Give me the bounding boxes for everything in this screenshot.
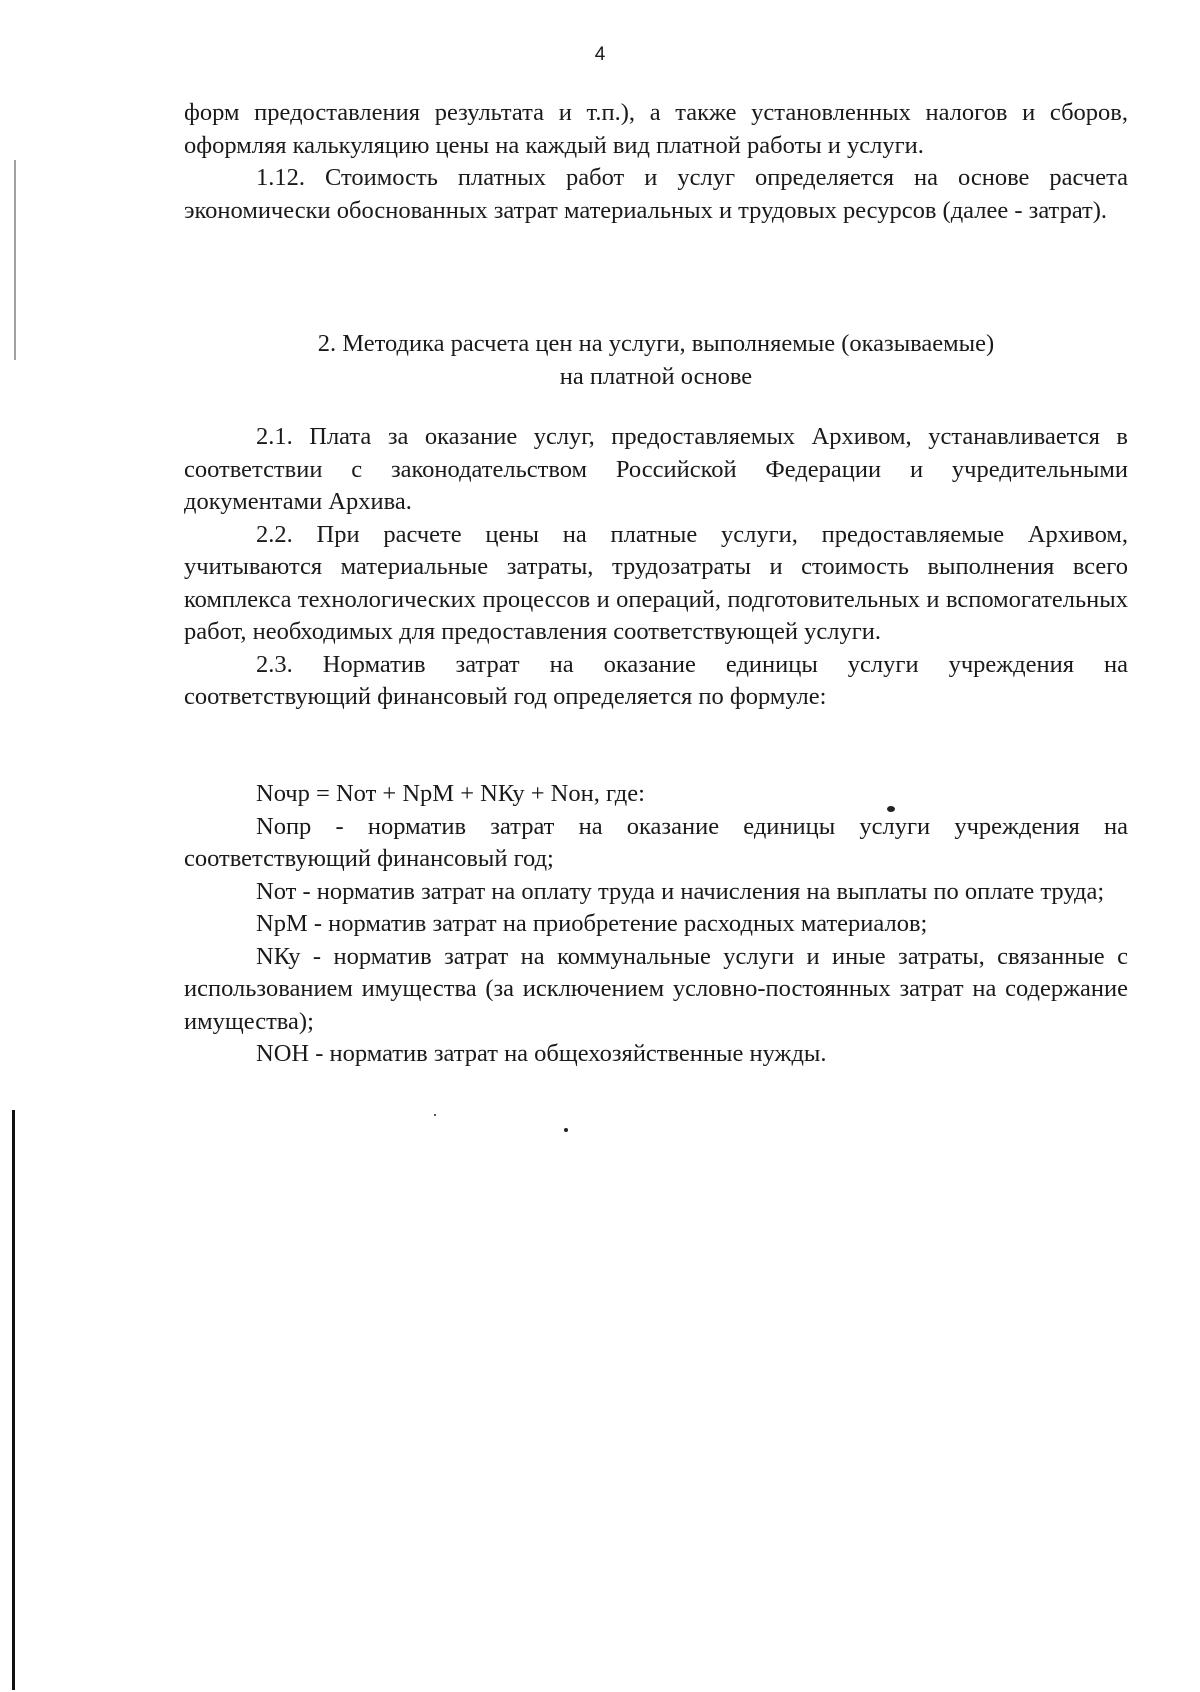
definition-non: NОН - норматив затрат на общехозяйственные нужды. [256, 1040, 827, 1067]
intro-text-block [184, 97, 1128, 227]
scan-margin-line-lower [12, 1110, 15, 1690]
formula-block [184, 778, 1128, 1071]
paragraph-2-1: 2.1. Плата за оказание услуг, предоставляемых Архивом, устанавливается в соответствии с законодательством Российской Федерации и учредительными документами Архива. [184, 423, 1128, 515]
paragraph-2-3: 2.3. Норматив затрат на оказание единицы услуги учреждения на соответствующий финансовый год определяется по формуле: [184, 650, 1128, 710]
paragraph-2-2: 2.2. При расчете цены на платные услуги, предоставляемые Архивом, учитываются материальные затраты, трудозатраты и стоимость выполнения всего комплекса технологических процессов и операций, подготовительных и вспомогательных работ, необходимых для предоставления соответствующей услуги. [184, 520, 1128, 645]
definition-nku: NКу - норматив затрат на коммунальные услуги и иные затраты, связанные с использованием имущества (за исключением условно-постоянных затрат на содержание имущества); [184, 942, 1128, 1035]
scan-margin-line-upper [14, 160, 16, 360]
scan-speck [434, 1114, 436, 1116]
section-2-text-block [184, 421, 1128, 714]
formula: Nочр = Nот + NрМ + NКу + Nон, где: [256, 780, 645, 807]
definition-nrm: NрМ - норматив затрат на приобретение расходных материалов; [256, 910, 928, 937]
definition-nopr: Nопр - норматив затрат на оказание единицы услуги учреждения на соответствующий финансовый год; [184, 812, 1128, 872]
paragraph-1-12: 1.12. Стоимость платных работ и услуг определяется на основе расчета экономически обоснованных затрат материальных и трудовых ресурсов (далее - затрат). [184, 164, 1128, 224]
section-heading [184, 327, 1128, 393]
scan-speck [564, 1128, 568, 1132]
section-heading-line-1: 2. Методика расчета цен на услуги, выполняемые (оказываемые) [317, 330, 995, 357]
continued-paragraph: форм предоставления результата и т.п.), а также установленных налогов и сборов, оформляя калькуляцию цены на каждый вид платной работы и услуги. [184, 99, 1128, 159]
section-heading-line-2: на платной основе [559, 363, 753, 390]
definition-not: Nот - норматив затрат на оплату труда и начисления на выплаты по оплате труда; [256, 877, 1105, 905]
page-number: 4 [594, 44, 606, 65]
scan-speck [887, 806, 895, 812]
